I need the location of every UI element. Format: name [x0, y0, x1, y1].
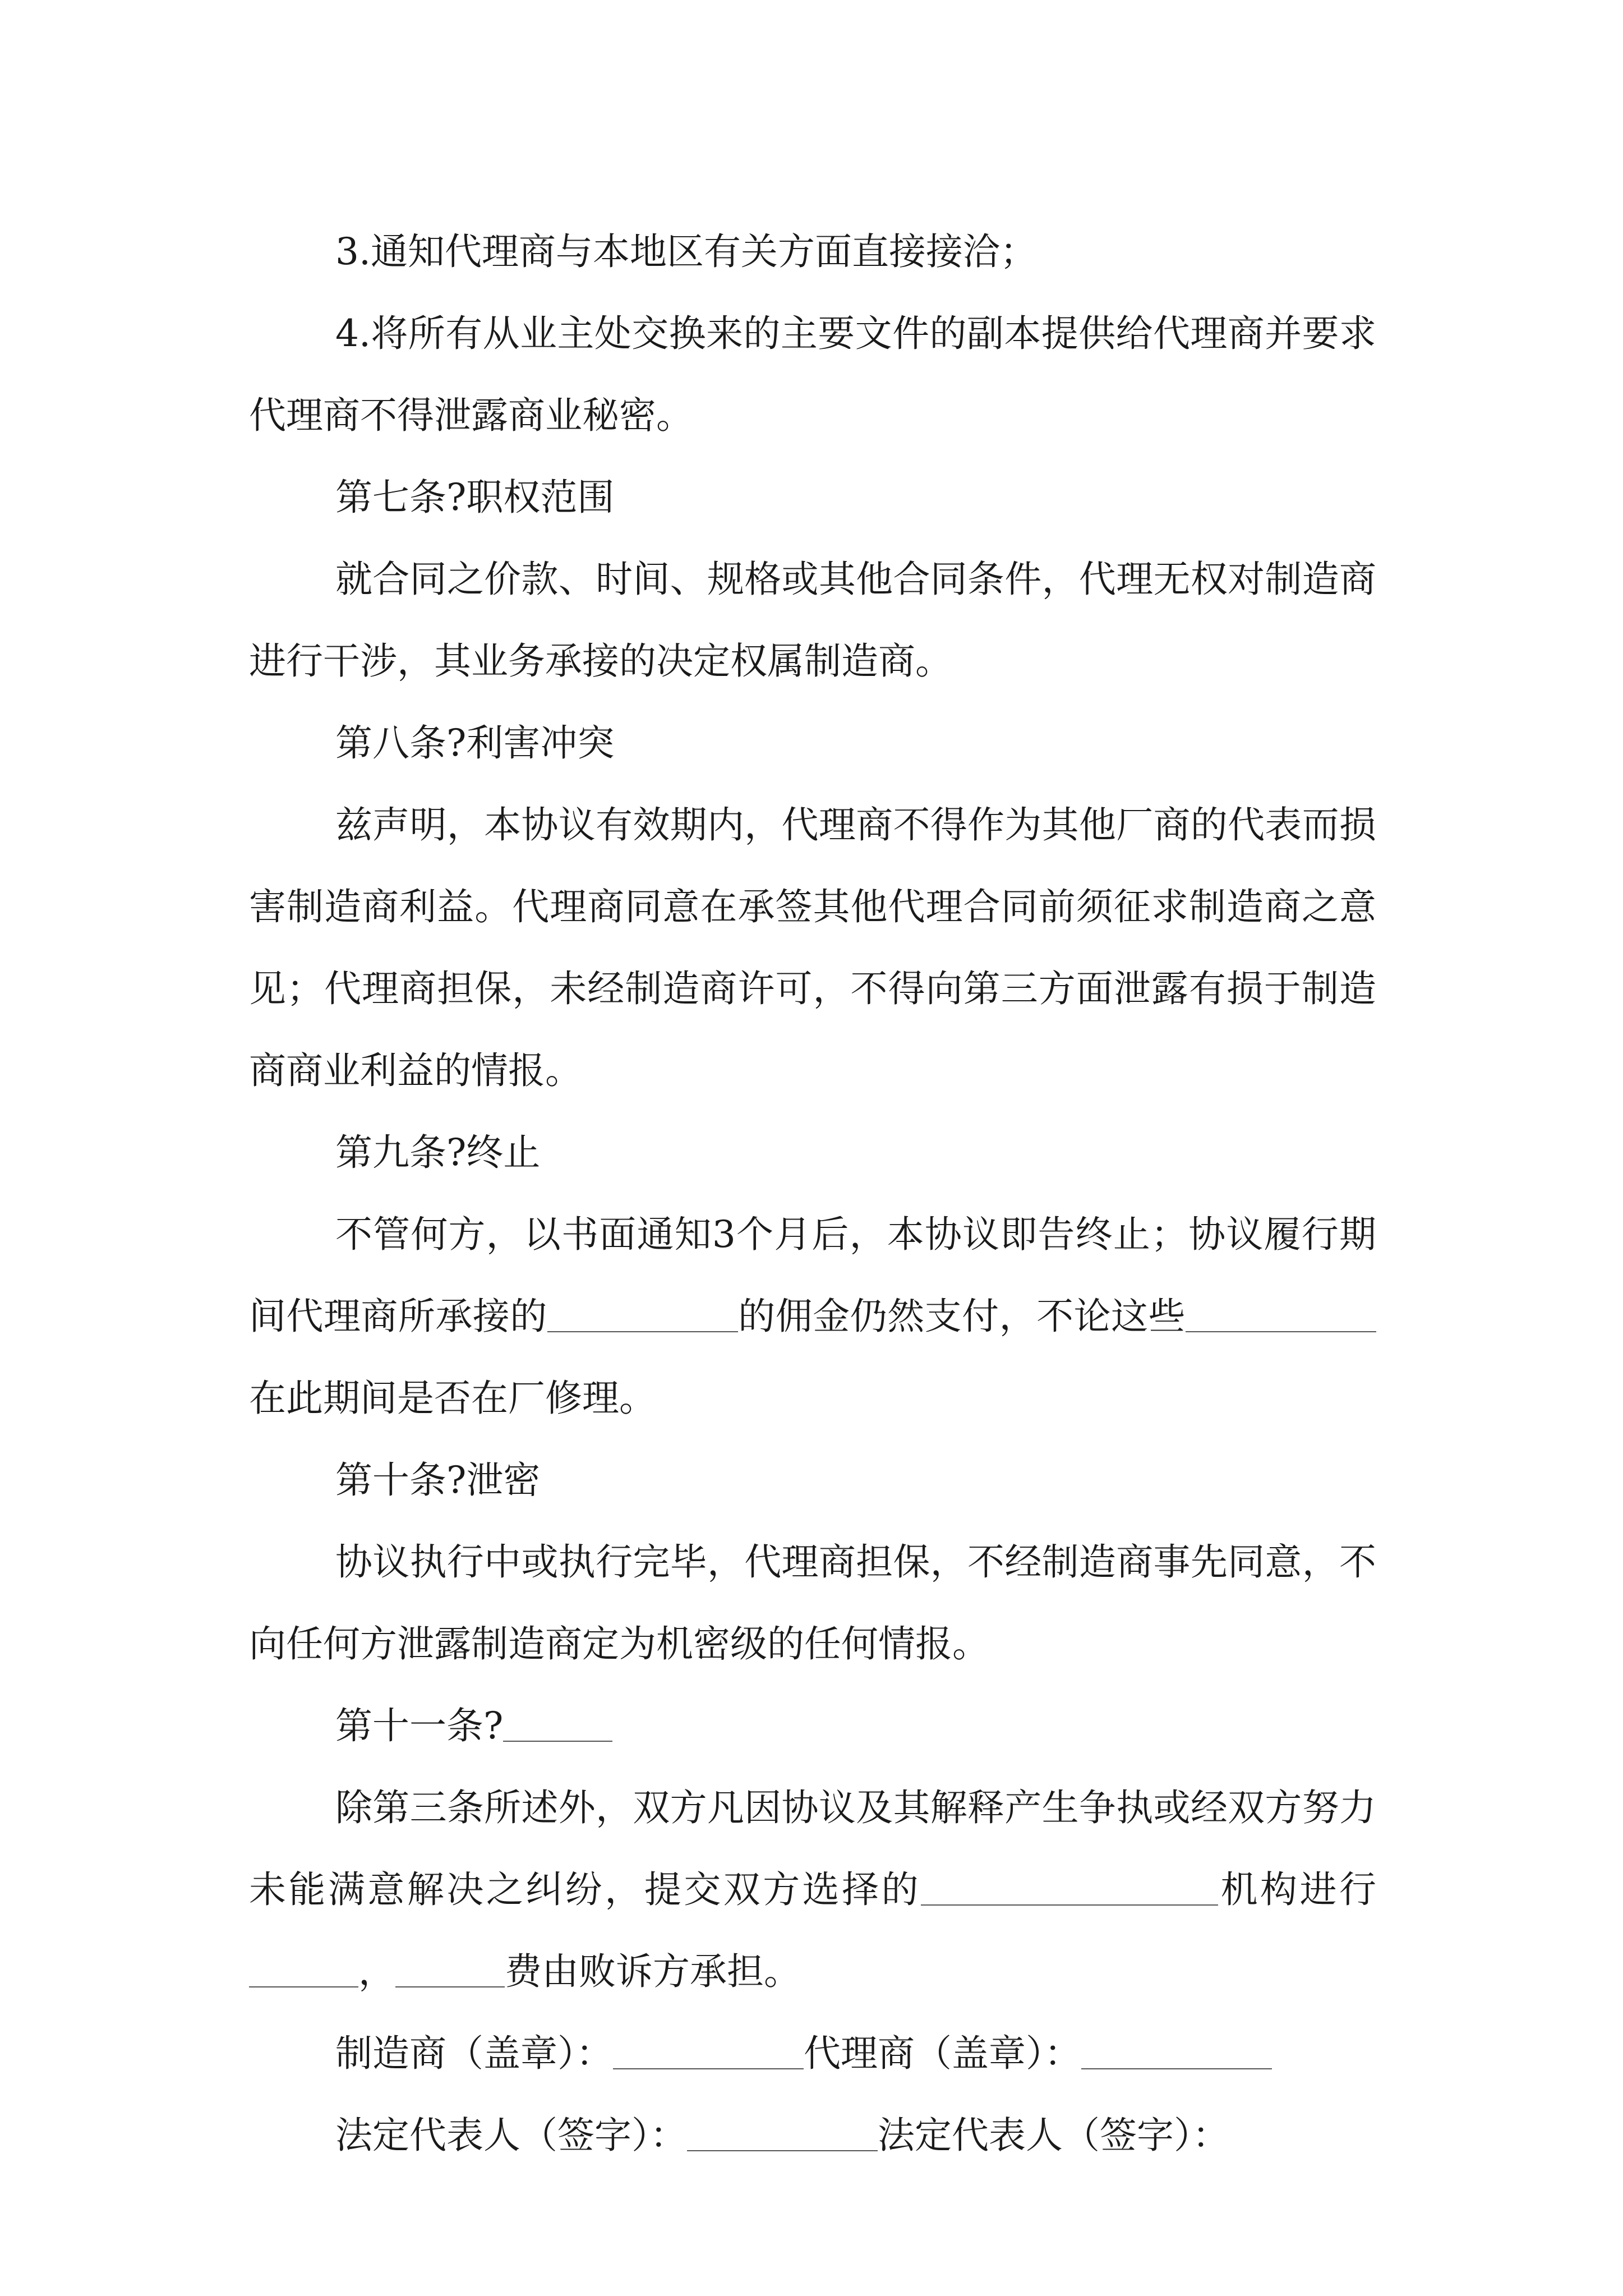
fill-blank-procedure — [249, 1947, 358, 1987]
manufacturer-seal-blank — [613, 2029, 804, 2069]
representative-line — [249, 2095, 1376, 2177]
article-7-heading: 第七条?职权范围 — [335, 476, 615, 519]
manufacturer-rep-label: 法定代表人（签字）： — [335, 2114, 687, 2157]
article-9-text-2: 的佣金仍然支付，不论这些 — [737, 1295, 1186, 1338]
fill-blank-commission-item — [547, 1292, 738, 1332]
article-11-text-2: 机构进行 — [1218, 1868, 1377, 1911]
agent-rep-label: 法定代表人（签字）： — [878, 2114, 1229, 2157]
article-9-text-3: 在此期间是否在厂修理。 — [249, 1377, 656, 1420]
fill-blank-article-11-title — [503, 1701, 612, 1742]
article-11-body — [249, 1767, 1376, 2013]
article-9-body — [249, 1194, 1376, 1439]
article-9-heading: 第九条?终止 — [335, 1131, 541, 1174]
list-item-3: 3.通知代理商与本地区有关方面直接接洽； — [335, 230, 1037, 273]
manufacturer-rep-blank — [687, 2111, 878, 2151]
fill-blank-arbitration-body — [921, 1865, 1218, 1906]
article-11-heading — [249, 1685, 1376, 1767]
article-11-text-3: ， — [358, 1950, 395, 1993]
article-9-text-1: 不管何方，以书面通知3个月后，本协议即告终止；协议履行期间代理商所承接的 — [249, 1213, 1376, 1338]
list-item-4: 4.将所有从业主处交换来的主要文件的副本提供给代理商并要求代理商不得泄露商业秘密。 — [249, 312, 1376, 437]
article-11-text-4: 费由败诉方承担。 — [505, 1950, 801, 1993]
manufacturer-seal-label: 制造商（盖章）： — [335, 2032, 613, 2075]
article-11-text-1: 除第三条所述外，双方凡因协议及其解释产生争执或经双方努力未能满意解决之纠纷，提交双方选择的 — [249, 1786, 1376, 1911]
article-10-body: 协议执行中或执行完毕，代理商担保，不经制造商事先同意，不向任何方泄露制造商定为机密级的任何情报。 — [249, 1540, 1376, 1665]
fill-blank-repair-item — [1186, 1292, 1376, 1332]
article-8-body: 兹声明，本协议有效期内，代理商不得作为其他厂商的代表而损害制造商利益。代理商同意在承签其他代理合同前须征求制造商之意见；代理商担保，未经制造商许可，不得向第三方面泄露有损于制造商商业利益的情报。 — [249, 803, 1376, 1092]
agent-seal-label: 代理商（盖章）： — [804, 2032, 1081, 2075]
fill-blank-fee — [395, 1947, 505, 1987]
article-7-body: 就合同之价款、时间、规格或其他合同条件，代理无权对制造商进行干涉，其业务承接的决定权属制造商。 — [249, 558, 1376, 683]
document-body — [249, 211, 1376, 2177]
article-8-heading: 第八条?利害冲突 — [335, 721, 615, 765]
agent-seal-blank — [1081, 2029, 1272, 2069]
seal-line — [249, 2013, 1376, 2095]
article-10-heading: 第十条?泄密 — [335, 1458, 541, 1502]
article-11-heading-text: 第十一条? — [335, 1704, 504, 1747]
